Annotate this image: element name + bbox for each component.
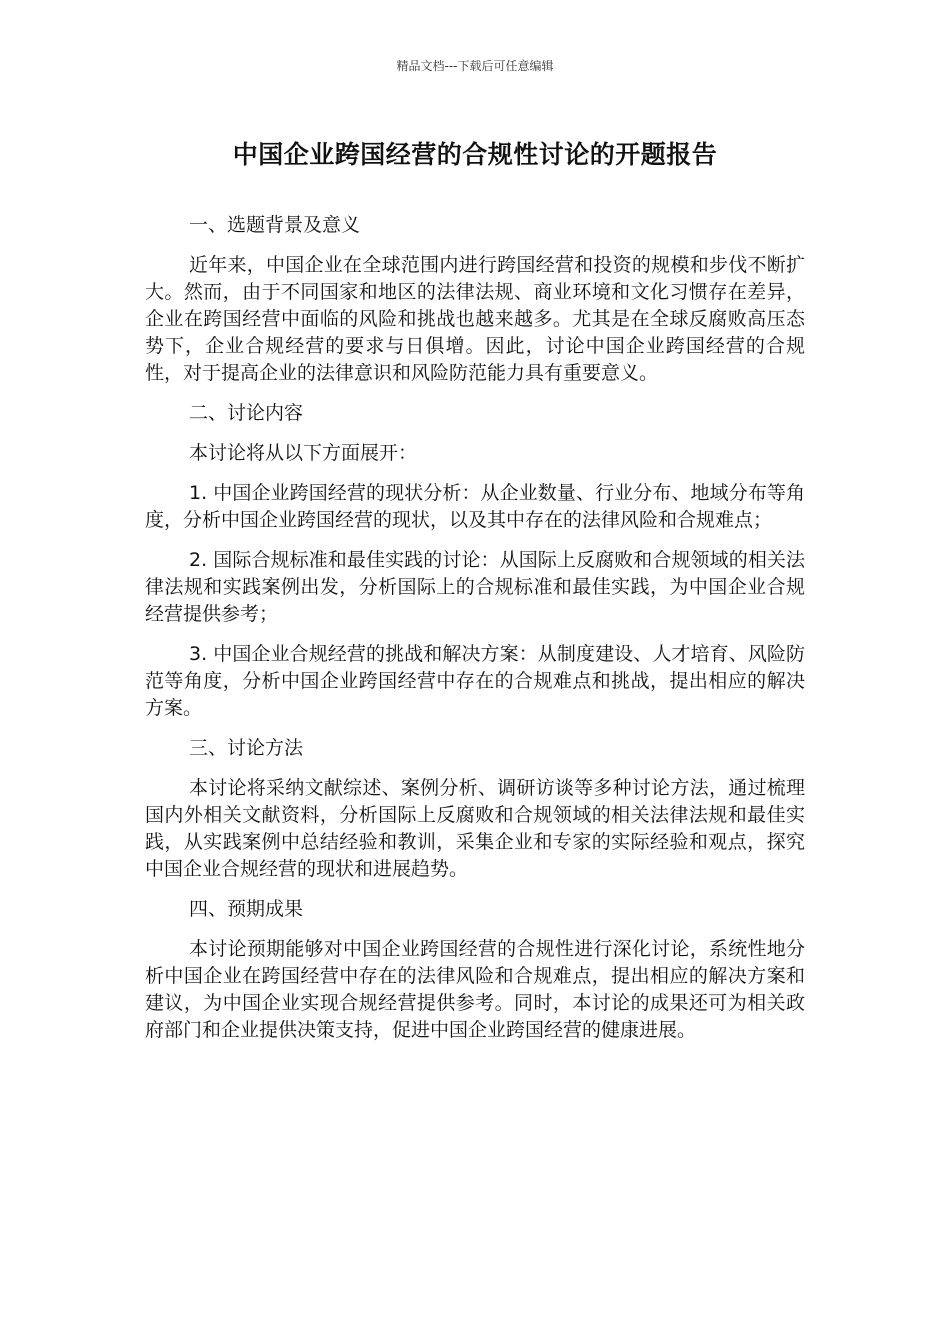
content-intro: 本讨论将从以下方面展开： [189,442,418,464]
method-paragraph: 本讨论将采纳文献综述、案例分析、调研访谈等多种讨论方法，通过梳理国内外相关文献资料，分析国际上反腐败和合规领域的相关法律法规和最佳实践，从实践案例中总结经验和教训，采集企业和专家的实际经验和观点，探究中国企业合规经营的现状和进展趋势。 [145,777,805,880]
outcome-paragraph: 本讨论预期能够对中国企业跨国经营的合规性进行深化讨论，系统性地分析中国企业在跨国经营中存在的法律风险和合规难点，提出相应的解决方案和建议，为中国企业实现合规经营提供参考。同时，本讨论的成果还可为相关政府部门和企业提供决策支持，促进中国企业跨国经营的健康进展。 [145,938,805,1041]
document-body [145,212,805,1057]
section-heading-method: 三、讨论方法 [189,737,304,759]
background-paragraph: 近年来，中国企业在全球范围内进行跨国经营和投资的规模和步伐不断扩大。然而，由于不同国家和地区的法律法规、商业环境和文化习惯存在差异，企业在跨国经营中面临的风险和挑战也越来越多。尤其是在全球反腐败高压态势下，企业合规经营的要求与日俱增。因此，讨论中国企业跨国经营的合规性，对于提高企业的法律意识和风险防范能力具有重要意义。 [145,254,805,384]
header-watermark: 精品文档---下载后可任意编辑 [396,59,554,73]
content-item-1: 1. 中国企业跨国经营的现状分析：从企业数量、行业分布、地域分布等角度，分析中国企业跨国经营的现状，以及其中存在的法律风险和合规难点； [145,482,805,531]
section-heading-outcome: 四、预期成果 [189,898,304,920]
content-item-3: 3. 中国企业合规经营的挑战和解决方案：从制度建设、人才培育、风险防范等角度，分析中国企业跨国经营中存在的合规难点和挑战，提出相应的解决方案。 [145,643,805,719]
content-item-2: 2. 国际合规标准和最佳实践的讨论：从国际上反腐败和合规领域的相关法律法规和实践案例出发，分析国际上的合规标准和最佳实践，为中国企业合规经营提供参考； [145,549,805,625]
section-heading-background: 一、选题背景及意义 [189,214,361,236]
document-title: 中国企业跨国经营的合规性讨论的开题报告 [232,140,718,169]
section-heading-content: 二、讨论内容 [189,402,304,424]
